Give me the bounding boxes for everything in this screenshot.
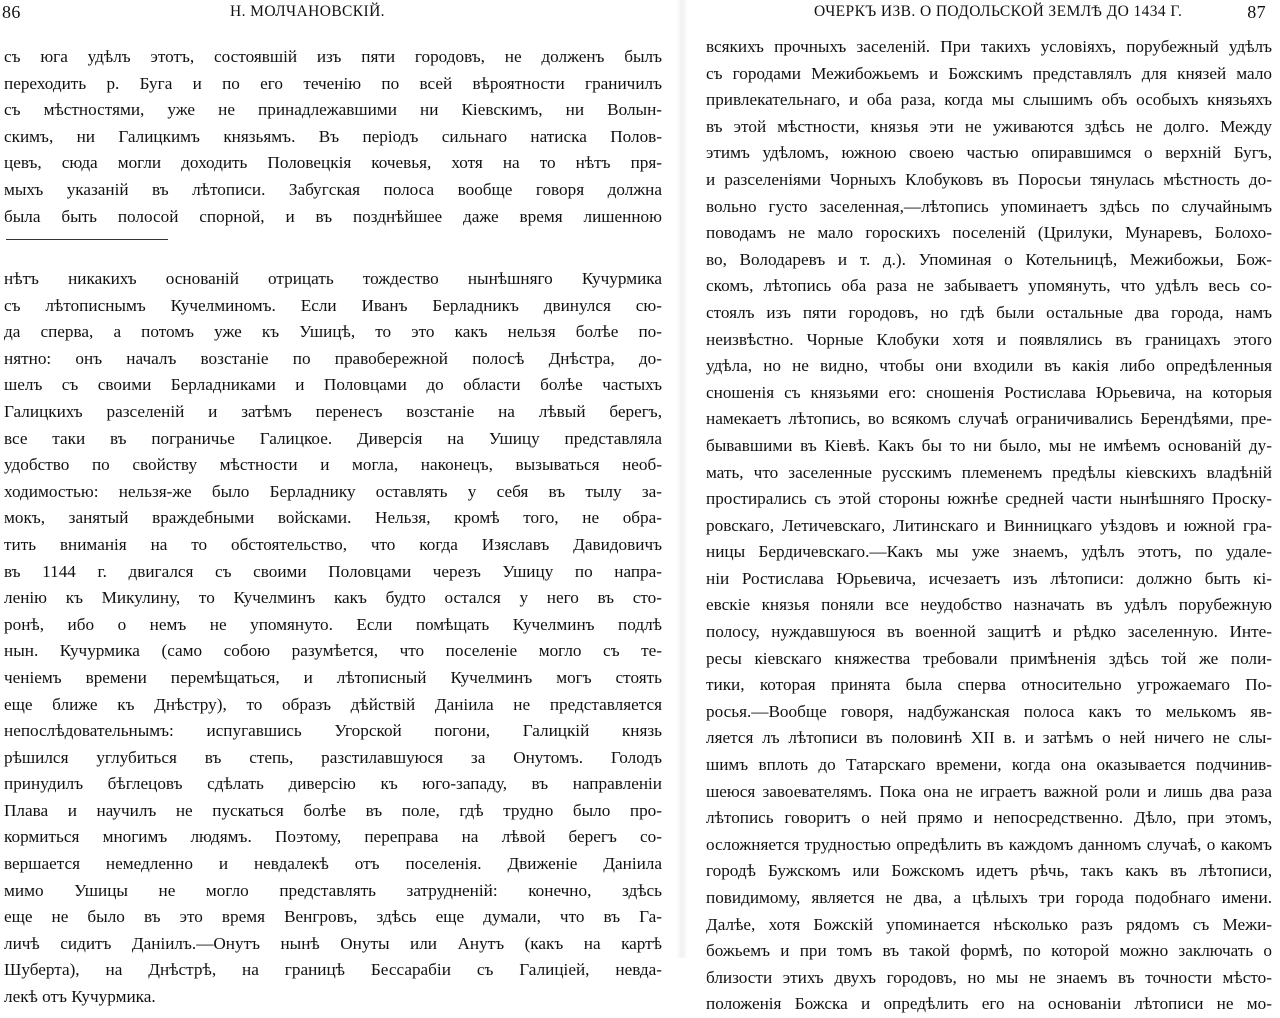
text-line: росья.—Вообще говоря, надбужанская полоса какъ то мелькомъ яв- bbox=[706, 701, 1272, 721]
text-line: ресы кіевскаго княжества требовали примѣненія здѣсь той же поли- bbox=[706, 648, 1272, 668]
text-line: шимъ вплоть до Татарскаго времени, когда она оказывается подчинив- bbox=[706, 755, 1272, 775]
text-line: близости этихъ двухъ городовъ, но мы не знаемъ въ точности мѣсто- bbox=[706, 967, 1272, 987]
text-line: Плава и научилъ не пускаться болѣе въ поле, гдѣ трудно было про- bbox=[4, 800, 662, 820]
text-line: ницы Бердичевскаго.—Какъ мы уже знаемъ, удѣлъ этотъ, по удале- bbox=[706, 542, 1272, 562]
text-line: поводамъ не мало гороскихъ поселеній (Црилуки, Мунаревъ, Болохо- bbox=[706, 223, 1272, 243]
text-line: вершается немедленно и невдалекѣ отъ поселенія. Движеніе Даніила bbox=[4, 854, 662, 874]
text-line: нятно: онъ началъ возстаніе по правобережной полосѣ Днѣстра, до- bbox=[4, 348, 662, 368]
text-line: неизвѣстно. Чорные Клобуки хотя и появлялись въ границахъ этого bbox=[706, 329, 1272, 349]
text-line: ровскаго, Летичевскаго, Литинскаго и Винницкаго уѣздовъ и южной гра- bbox=[706, 515, 1272, 535]
right-page-main-text bbox=[706, 34, 1272, 1018]
text-line: мокъ, занятый враждебными войсками. Нельзя, кромѣ того, не обра- bbox=[4, 508, 662, 528]
text-line: Галицкихъ разселеній и затѣмъ перенесъ возстаніе на лѣвый берегъ, bbox=[4, 401, 662, 421]
text-line: удѣла, но не видно, чтобы они входили въ какія либо опредѣленныя bbox=[706, 356, 1272, 376]
text-line: мимо Ушицы не могло представлять затрудненій: конечно, здѣсь bbox=[4, 880, 662, 900]
text-line: съ юга удѣлъ этотъ, состоявшій изъ пяти городовъ, не долженъ былъ bbox=[4, 47, 662, 66]
text-line: всякихъ прочныхъ заселеній. При такихъ условіяхъ, порубежный удѣлъ bbox=[706, 37, 1272, 56]
text-line: лекѣ отъ Кучурмика. bbox=[4, 987, 156, 1007]
text-line: съ мѣстностями, уже не принадлежавшими ни Кіевскимъ, ни Волын- bbox=[4, 100, 662, 120]
text-line: скимъ, ни Галицкимъ князьямъ. Въ періодъ сильнаго натиска Полов- bbox=[4, 126, 662, 146]
text-line: непослѣдовательнымъ: испугавшись Угорской погони, Галицкій князь bbox=[4, 721, 662, 741]
right-running-head: ОЧЕРКЪ ИЗВ. О ПОДОЛЬСКОЙ ЗЕМЛѢ ДО 1434 Г. bbox=[814, 3, 1183, 20]
text-line: да сперва, а потомъ уже къ Ушицѣ, то это какъ нельзя болѣе по- bbox=[4, 322, 662, 342]
text-line: ніи Ростислава Юрьевича, исчезаетъ изъ лѣтописи: должно быть кі- bbox=[706, 568, 1272, 588]
text-line: шелъ съ своими Берладниками и Половцами до области болѣе частыхъ bbox=[4, 375, 662, 395]
text-line: стоялъ изъ пяти городовъ, но гдѣ были остальные два города, намъ bbox=[706, 302, 1272, 322]
text-line: мать, что заселенные русскимъ племенемъ предѣлы кіевскихъ владѣній bbox=[706, 462, 1272, 482]
text-line: скомъ, лѣтопись оба раза не забываетъ упомянуть, что удѣлъ весь со- bbox=[706, 276, 1272, 296]
text-line: бывавшими въ Кіевѣ. Какъ бы то ни было, мы не имѣемъ основаній ду- bbox=[706, 435, 1272, 455]
text-line: ходимостью: нельзя-же было Берладнику оставлять у себя въ тылу за- bbox=[4, 481, 662, 501]
text-line: городѣ Бужскомъ или Божскомъ идетъ рѣчь, такъ какъ въ лѣтописи, bbox=[706, 861, 1272, 881]
text-line: въ 1144 г. двигался съ своими Половцами черезъ Ушицу по напра- bbox=[4, 561, 662, 581]
text-line: намекаетъ лѣтопись, во всякомъ случаѣ ограничивались Берендѣями, пре- bbox=[706, 409, 1272, 429]
left-running-head: Н. МОЛЧАНОВСКІЙ. bbox=[230, 3, 385, 20]
text-line: цевъ, сюда могли доходить Половецкія кочевья, хотя на то нѣтъ пря- bbox=[4, 153, 662, 173]
text-line: все таки въ пограничье Галицкое. Диверсія на Ушицу представляла bbox=[4, 428, 662, 448]
text-line: еще ближе къ Днѣстру), то образъ дѣйствій Даніила не представляется bbox=[4, 694, 662, 714]
text-line: полосу, нуждавшуюся въ военной защитѣ и рѣдко заселенную. Инте- bbox=[706, 622, 1272, 642]
text-line: во, Володаревъ и т. д.). Упоминая о Котельницѣ, Межибожьи, Бож- bbox=[706, 249, 1272, 269]
left-page-header bbox=[0, 2, 672, 26]
right-page bbox=[694, 0, 1280, 1014]
text-line: нын. Кучурмика (само собою разумѣется, что поселеніе могло съ те- bbox=[4, 641, 662, 661]
text-line: положенія Божска и опредѣлить его на основаніи лѣтописи не мо- bbox=[706, 994, 1272, 1014]
text-line: рѣшился углубиться въ степь, разстилавшуюся за Онутомъ. Голодъ bbox=[4, 747, 662, 767]
text-line: еще не было въ это время Венгровъ, здѣсь еще думали, что въ Га- bbox=[4, 907, 662, 927]
text-line: вольно густо заселенная,—лѣтопись упоминаетъ здѣсь по случайнымъ bbox=[706, 196, 1272, 216]
text-line: нѣтъ никакихъ основаній отрицать тождество нынѣшняго Кучурмика bbox=[4, 269, 662, 288]
text-line: ляется лъ лѣтописи въ половинѣ XII в. и затѣмъ о ней ничего не слы- bbox=[706, 728, 1272, 748]
text-line: тить вниманія на то обстоятельство, что когда Изяславъ Давидовичъ bbox=[4, 534, 662, 554]
left-page-footnote-text bbox=[4, 266, 662, 1011]
text-line: тики, которая принята была сперва относительно угрожаемаго По- bbox=[706, 675, 1272, 695]
text-line: повидимому, является не два, а цѣлыхъ три города подобнаго имени. bbox=[706, 888, 1272, 907]
text-line: ронѣ, ибо о немъ не упомянуто. Если помѣщать Кучелминъ подлѣ bbox=[4, 614, 662, 634]
text-line: переходить р. Буга и по его теченію по всей вѣроятности граничилъ bbox=[4, 73, 662, 93]
text-line: шеюся завоевателямъ. Пока она не играетъ важной роли и лишь два раза bbox=[706, 781, 1272, 801]
right-page-header bbox=[694, 2, 1280, 26]
text-line: кормиться многимъ людямъ. Поэтому, переправа на лѣвой берегъ со- bbox=[4, 827, 662, 847]
text-line: божьемъ и при томъ въ такой формѣ, по которой можно заключать о bbox=[706, 941, 1272, 961]
text-line: личѣ сидитъ Даніилъ.—Онутъ нынѣ Онуты или Анутъ (какъ на картѣ bbox=[4, 933, 662, 953]
text-line: съ лѣтописнымъ Кучелминомъ. Если Иванъ Берладникъ двинулся сю- bbox=[4, 295, 662, 315]
footnote-divider bbox=[6, 239, 168, 240]
text-line: лѣтопись говоритъ о ней прямо и непосредственно. Дѣло, при этомъ, bbox=[706, 808, 1272, 828]
text-line: и разселеніями Чорныхъ Клобуковъ въ Поросьи тянулась мѣстность до- bbox=[706, 169, 1272, 189]
text-line: мыхъ указаній въ лѣтописи. Забугская полоса вообще говоря должна bbox=[4, 179, 662, 199]
text-line: евскіе князья поняли все неудобство назначать въ удѣлъ порубежную bbox=[706, 595, 1272, 615]
text-line: ленію къ Микулину, то Кучелминъ какъ будто остался у него въ сто- bbox=[4, 588, 662, 608]
text-line: принудилъ бѣглецовъ сдѣлать диверсію къ юго-западу, въ направленіи bbox=[4, 774, 662, 794]
text-line: въ этой мѣстности, князья эти не уживаются здѣсь не долго. Между bbox=[706, 116, 1272, 136]
right-page-number: 87 bbox=[1247, 2, 1266, 22]
text-line: осложняется трудностью опредѣлить въ каждомъ данномъ случаѣ, о какомъ bbox=[706, 834, 1272, 854]
text-line: съ городами Межибожьемъ и Божскимъ представлялъ для князей мало bbox=[706, 63, 1272, 83]
left-page-number: 86 bbox=[2, 2, 21, 22]
text-line: Шуберта), на Днѣстрѣ, на границѣ Бессарабіи съ Галиціей, невда- bbox=[4, 960, 662, 980]
text-line: была быть полосой спорной, и въ позднѣйшее даже время лишенною bbox=[4, 206, 662, 226]
text-line: ченіемъ времени перемѣщаться, и лѣтописный Кучелминъ могъ стоять bbox=[4, 667, 662, 687]
text-line: привлекательнаго, и оба раза, когда мы слышимъ объ особыхъ князьяхъ bbox=[706, 90, 1272, 110]
text-line: простирались съ этой стороны южнѣе средней части нынѣшняго Проску- bbox=[706, 489, 1272, 509]
book-gutter bbox=[676, 0, 688, 958]
text-line: этимъ удѣломъ, южною своею частью опиравшимся о верхній Бугъ, bbox=[706, 143, 1272, 163]
left-page-main-text bbox=[4, 44, 662, 230]
text-line: удобство по свойству мѣстности и могла, наконецъ, вызываться необ- bbox=[4, 455, 662, 475]
text-line: сношенія съ князьями его: сношенія Ростислава Юрьевича, на которыя bbox=[706, 382, 1272, 402]
text-line: Далѣе, хотя Божскій упоминается нѣсколько разъ рядомъ съ Межи- bbox=[706, 914, 1272, 934]
